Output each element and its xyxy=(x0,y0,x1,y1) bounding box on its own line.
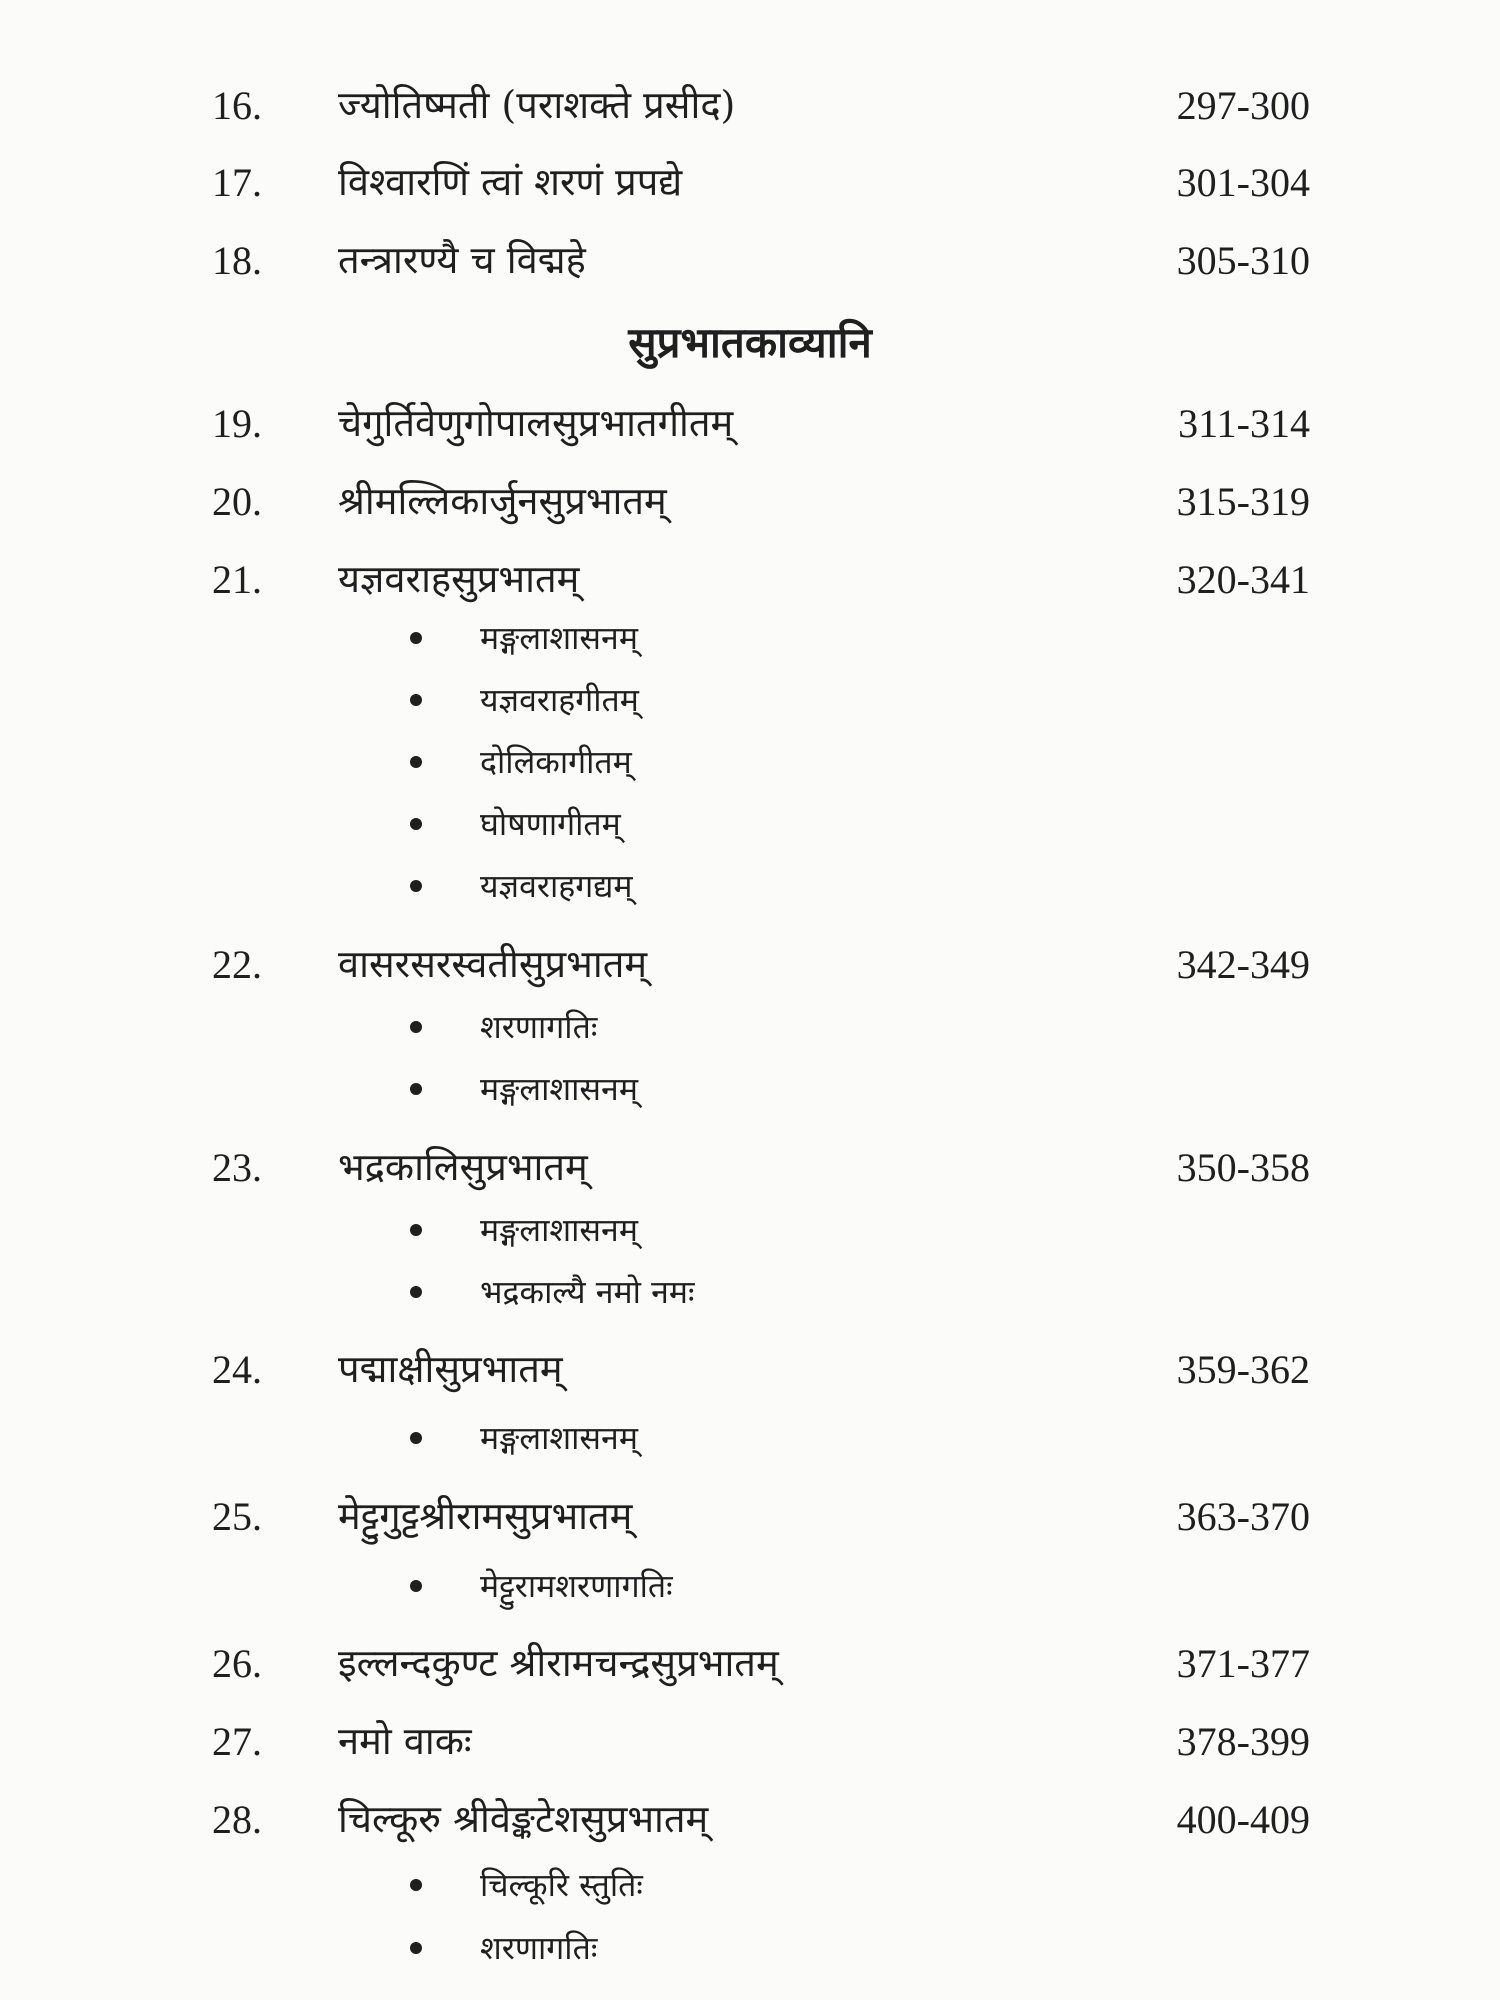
entry-number: 22. xyxy=(212,942,262,987)
sub-item-title: शरणागतिः xyxy=(480,1929,598,1967)
entry-pages: 305-310 xyxy=(1176,238,1310,283)
bullet-icon xyxy=(410,818,422,830)
entry-pages: 400-409 xyxy=(1176,1797,1310,1842)
bullet-icon xyxy=(410,1083,422,1095)
entry-pages: 371-377 xyxy=(1176,1641,1310,1686)
sub-item-title: मङ्गलाशासनम् xyxy=(480,619,638,657)
bullet-icon xyxy=(410,1432,422,1444)
sub-item-title: मङ्गलाशासनम् xyxy=(480,1070,638,1108)
entry-title: नमो वाकः xyxy=(338,1719,472,1763)
entry-title: चिल्कूरु श्रीवेङ्कटेशसुप्रभातम् xyxy=(338,1797,709,1841)
entry-number: 19. xyxy=(212,401,262,446)
entry-pages: 359-362 xyxy=(1176,1347,1310,1392)
entry-pages: 297-300 xyxy=(1176,83,1310,128)
entry-title: यज्ञवराहसुप्रभातम् xyxy=(338,557,580,601)
entry-pages: 315-319 xyxy=(1176,479,1310,524)
sub-item-title: भद्रकाल्यै नमो नमः xyxy=(480,1273,695,1311)
sub-item-title: मङ्गलाशासनम् xyxy=(480,1419,638,1457)
entry-number: 28. xyxy=(212,1797,262,1842)
bullet-icon xyxy=(410,632,422,644)
entry-number: 17. xyxy=(212,160,262,205)
entry-title: तन्त्रारण्यै च विद्महे xyxy=(338,238,586,282)
entry-pages: 301-304 xyxy=(1176,160,1310,205)
entry-pages: 378-399 xyxy=(1176,1719,1310,1764)
entry-number: 23. xyxy=(212,1145,262,1190)
sub-item-title: यज्ञवराहगद्यम् xyxy=(480,867,633,905)
sub-item-title: दोलिकागीतम् xyxy=(480,743,632,781)
sub-item-title: चिल्कूरि स्तुतिः xyxy=(480,1866,643,1904)
entry-title: विश्वारणिं त्वां शरणं प्रपद्ये xyxy=(338,160,683,204)
entry-title: पद्माक्षीसुप्रभातम् xyxy=(338,1347,563,1391)
bullet-icon xyxy=(410,1879,422,1891)
entry-title: भद्रकालिसुप्रभातम् xyxy=(338,1145,588,1189)
entry-number: 16. xyxy=(212,83,262,128)
sub-item-title: यज्ञवराहगीतम् xyxy=(480,681,639,719)
bullet-icon xyxy=(410,880,422,892)
bullet-icon xyxy=(410,1021,422,1033)
bullet-icon xyxy=(410,694,422,706)
entry-title: चेगुर्तिवेणुगोपालसुप्रभातगीतम् xyxy=(338,401,734,445)
entry-number: 20. xyxy=(212,479,262,524)
entry-number: 26. xyxy=(212,1641,262,1686)
entry-pages: 350-358 xyxy=(1176,1145,1310,1190)
entry-number: 27. xyxy=(212,1719,262,1764)
sub-item-title: मेट्टुरामशरणागतिः xyxy=(480,1567,673,1605)
entry-number: 18. xyxy=(212,238,262,283)
entry-number: 24. xyxy=(212,1347,262,1392)
entry-pages: 342-349 xyxy=(1176,942,1310,987)
entry-title: मेट्टुगुट्टश्रीरामसुप्रभातम् xyxy=(338,1494,633,1538)
bullet-icon xyxy=(410,1942,422,1954)
section-heading: सुप्रभातकाव्यानि xyxy=(628,318,872,367)
bullet-icon xyxy=(410,1580,422,1592)
entry-pages: 363-370 xyxy=(1176,1494,1310,1539)
entry-number: 21. xyxy=(212,557,262,602)
bullet-icon xyxy=(410,1224,422,1236)
sub-item-title: मङ्गलाशासनम् xyxy=(480,1211,638,1249)
bullet-icon xyxy=(410,756,422,768)
sub-item-title: घोषणागीतम् xyxy=(480,805,621,843)
entry-title: वासरसरस्वतीसुप्रभातम् xyxy=(338,942,648,986)
bullet-icon xyxy=(410,1286,422,1298)
entry-title: इल्लन्दकुण्ट श्रीरामचन्द्रसुप्रभातम् xyxy=(338,1641,779,1685)
entry-pages: 311-314 xyxy=(1178,401,1310,446)
entry-title: ज्योतिष्मती (पराशक्ते प्रसीद) xyxy=(338,83,736,127)
entry-number: 25. xyxy=(212,1494,262,1539)
entry-pages: 320-341 xyxy=(1176,557,1310,602)
entry-title: श्रीमल्लिकार्जुनसुप्रभातम् xyxy=(338,479,667,523)
sub-item-title: शरणागतिः xyxy=(480,1008,598,1046)
